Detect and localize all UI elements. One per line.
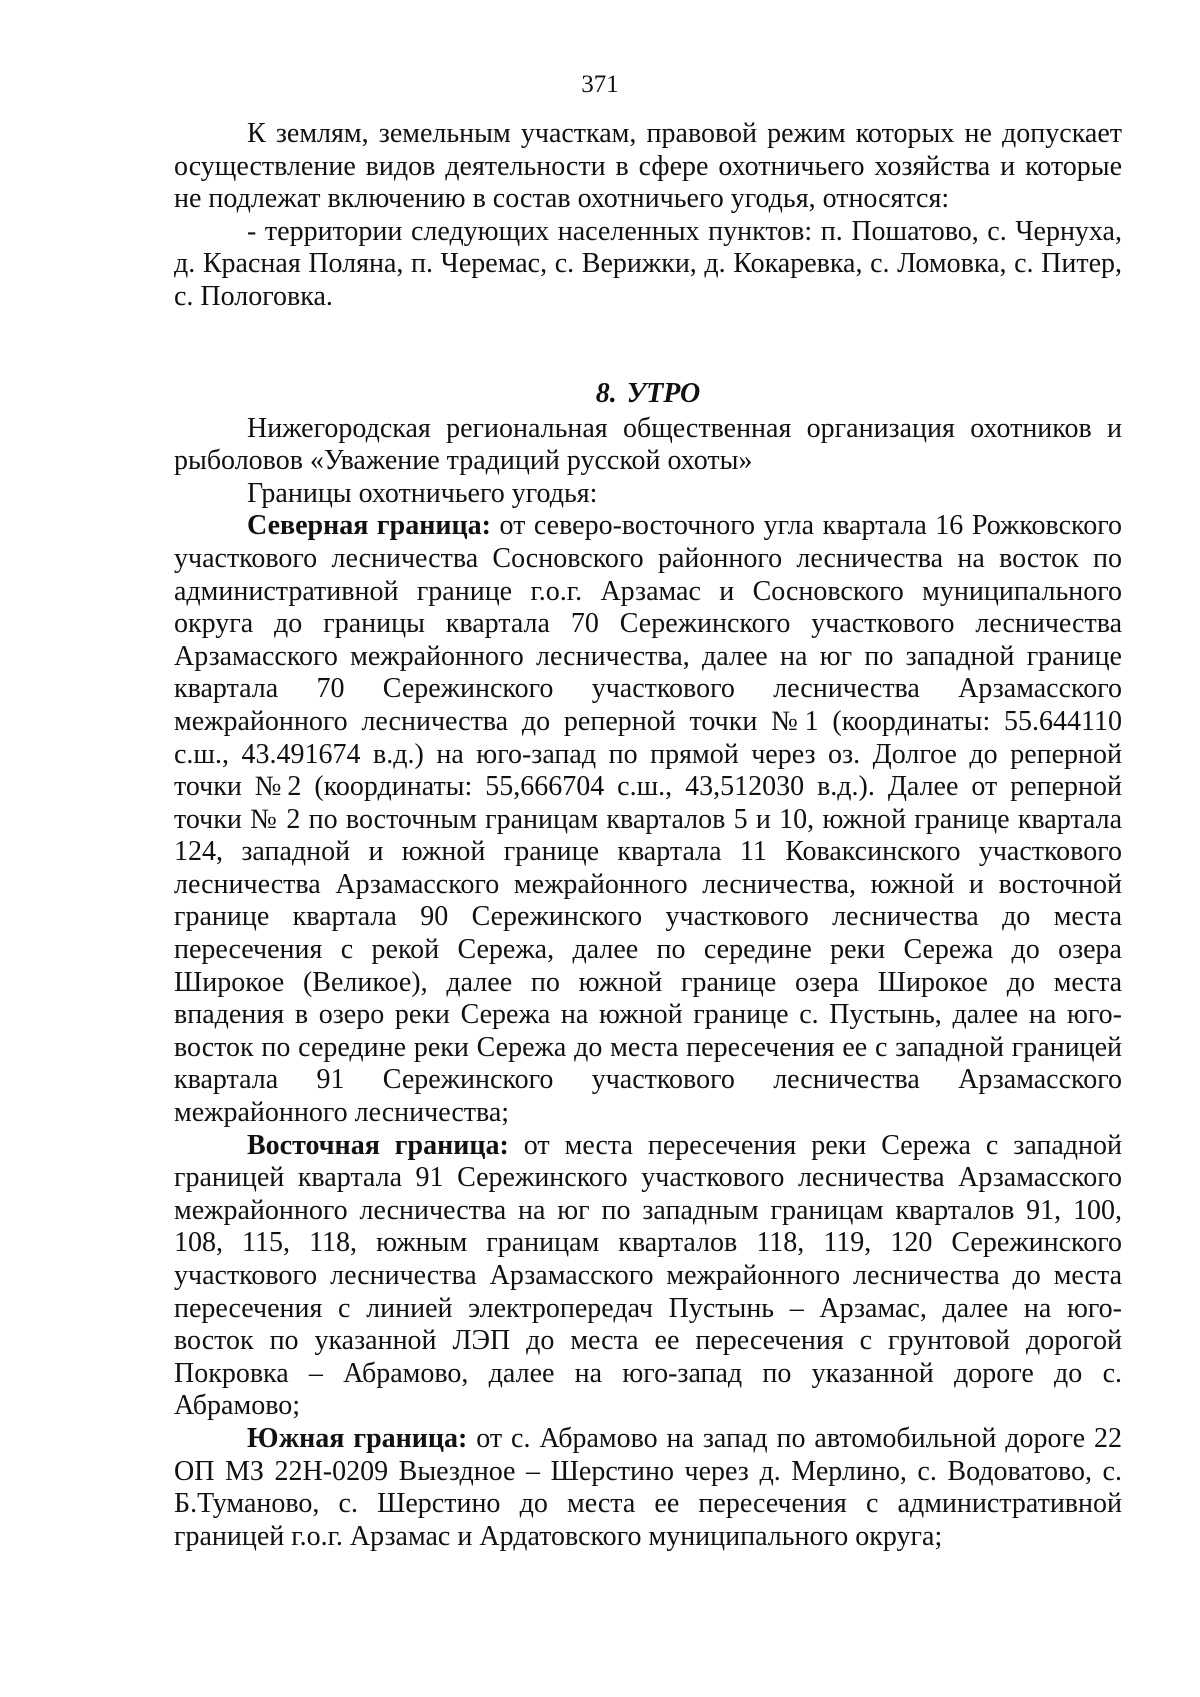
document-body [174, 118, 1122, 1553]
settlements-paragraph: - территории следующих населенных пунктов: п. Пошатово, с. Чернуха, д. Красная Поляна, п. Черемас, с. Верижки, д. Кокаревка, с. Ломовка, с. Питер, с. Пологовка. [174, 215, 1122, 312]
north-boundary-text: от северо-восточного угла квартала 16 Рожковского участкового лесничества Сосновского районного лесничества на восток по административной границе г.о.г. Арзамас и Сосновского муниципального округа до границы квартала 70 Сережинского участкового лесничества Арзамасского межрайонного лесничества, далее на юг по западной границе квартала 70 Сережинского участкового лесничества Арзамасского межрайонного лесничества до реперной точки №1 (координаты: 55.644110 с.ш., 43.491674 в.д.) на юго-запад по прямой через оз. Долгое до реперной точки №2 (координаты: 55,666704 с.ш., 43,512030 в.д.). Далее от реперной точки № 2 по восточным границам кварталов 5 и 10, южной границе квартала 124, западной и южной границе квартала 11 Коваксинского участкового лесничества Арзамасского межрайонного лесничества, южной и восточной границе квартала 90 Сережинского участкового лесничества до места пересечения с рекой Сережа, далее по середине реки Сережа до озера Широкое (Великое), далее по южной границе озера Широкое до места впадения в озеро реки Сережа на южной границе с. Пустынь, далее на юго-восток по середине реки Сережа до места пересечения ее с западной границей квартала 91 Сережинского участкового лесничества Арзамасского межрайонного лесничества; [174, 510, 1123, 1129]
east-boundary-paragraph [174, 1130, 1122, 1423]
north-boundary-label: Северная граница: [247, 510, 491, 542]
section-heading [174, 377, 1122, 411]
east-boundary-text: от места пересечения реки Сережа с западной границей квартала 91 Сережинского участкового лесничества Арзамасского межрайонного лесничества на юг по западным границам кварталов 91, 100, 108, 115, 118, южным границам кварталов 118, 119, 120 Сережинского участкового лесничества Арзамасского межрайонного лесничества до места пересечения с линией электропередач Пустынь – Арзамас, далее на юго-восток по указанной ЛЭП до места ее пересечения с грунтовой дорогой Покровка – Абрамово, далее на юго-запад по указанной дороге до с. Абрамово; [174, 1129, 1122, 1422]
intro-paragraph: К землям, земельным участкам, правовой режим которых не допускает осуществление видов деятельности в сфере охотничьего хозяйства и которые не подлежат включению в состав охотничьего угодья, относятся: [174, 118, 1122, 215]
organization-paragraph: Нижегородская региональная общественная организация охотников и рыболовов «Уважение традиций русской охоты» [174, 412, 1122, 477]
south-boundary-paragraph [174, 1423, 1122, 1553]
east-boundary-label: Восточная граница: [247, 1129, 509, 1161]
south-boundary-label: Южная граница: [247, 1422, 468, 1454]
north-boundary-paragraph [174, 510, 1122, 1129]
section-number: 8. [595, 377, 617, 409]
section-title: УТРО [626, 377, 701, 409]
page-number: 371 [581, 71, 619, 98]
south-boundary-text: от с. Абрамово на запад по автомобильной дороге 22 ОП МЗ 22Н-0209 Выездное – Шерстино через д. Мерлино, с. Водоватово, с. Б.Туманово, с. Шерстино до места ее пересечения с административной границей г.о.г. Арзамас и Ардатовского муниципального округа; [174, 1422, 1122, 1552]
boundaries-heading: Границы охотничьего угодья: [247, 477, 598, 509]
